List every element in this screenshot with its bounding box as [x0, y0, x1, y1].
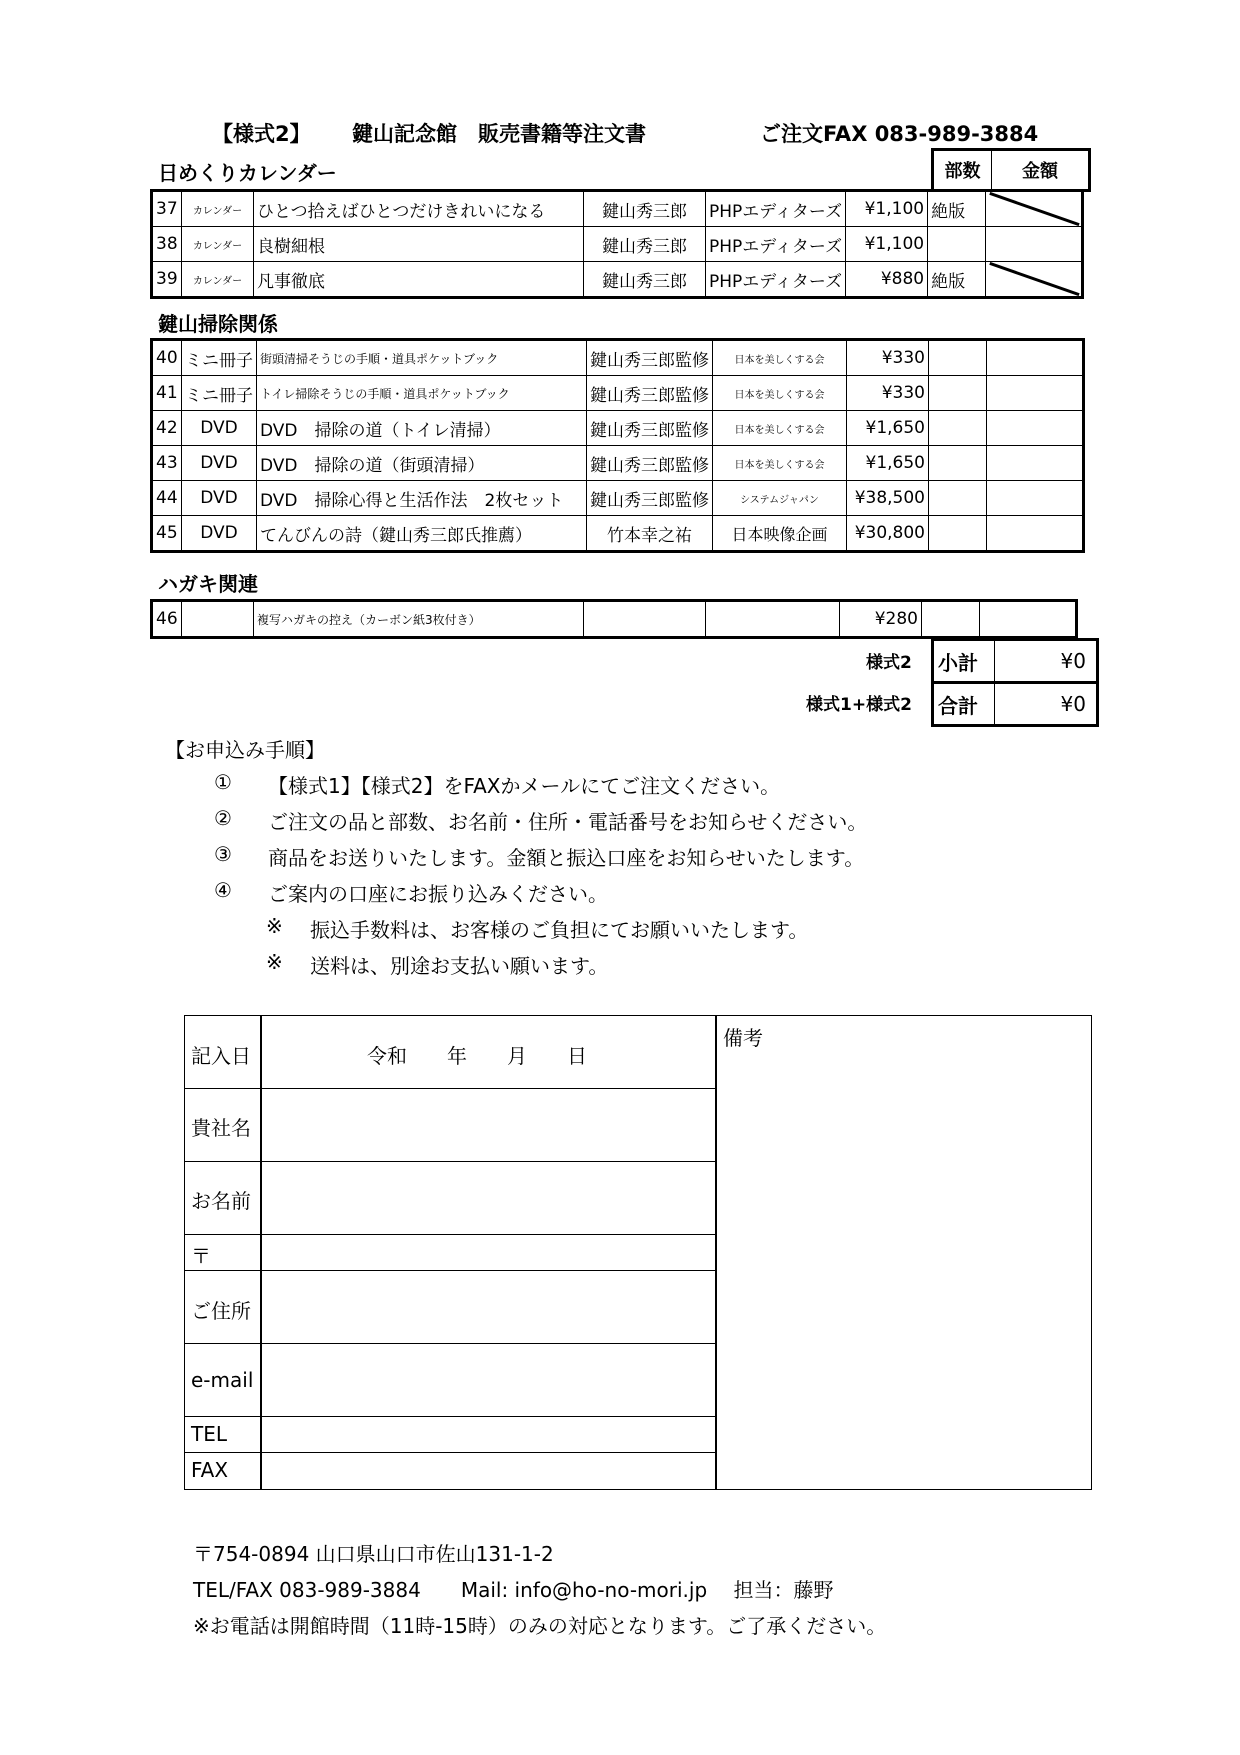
- item-price: ¥330: [847, 340, 929, 376]
- page-title: 鍵山記念館 販売書籍等注文書: [352, 122, 646, 146]
- postal-label: 〒: [191, 1244, 211, 1268]
- item-price: ¥880: [846, 262, 928, 298]
- item-price: ¥38,500: [847, 481, 929, 516]
- instructions-heading: 【お申込み手順】: [165, 738, 325, 762]
- item-author: 鍵山秀三郎監修: [587, 411, 713, 446]
- customer-form: [184, 1015, 1092, 1490]
- item-quantity[interactable]: [929, 516, 987, 552]
- item-category: カレンダー: [182, 191, 254, 227]
- item-amount[interactable]: [987, 481, 1084, 516]
- item-amount[interactable]: [987, 516, 1084, 552]
- item-quantity[interactable]: [929, 411, 987, 446]
- table-row: [152, 481, 1084, 516]
- item-title: 凡事徹底: [254, 262, 584, 298]
- step-text-2: ご注文の品と部数、お名前・住所・電話番号をお知らせください。: [268, 810, 868, 834]
- item-publisher: PHPエディターズ: [706, 191, 846, 227]
- item-amount[interactable]: [987, 411, 1084, 446]
- tel-label: TEL: [191, 1422, 227, 1446]
- item-title: DVD 掃除の道（街頭清掃）: [257, 446, 587, 481]
- item-amount[interactable]: [987, 340, 1084, 376]
- item-price: ¥330: [847, 376, 929, 411]
- item-author: 鍵山秀三郎監修: [587, 446, 713, 481]
- footer-address: 〒754-0894 山口県山口市佐山131-1-2: [193, 1542, 554, 1566]
- item-amount[interactable]: [987, 376, 1084, 411]
- table-row: [152, 340, 1084, 376]
- form-row-divider: [185, 1234, 715, 1235]
- fax-label: FAX: [191, 1458, 229, 1482]
- order-table-calendar: [150, 189, 1084, 299]
- item-title: てんびんの詩（鍵山秀三郎氏推薦）: [257, 516, 587, 552]
- item-title: トイレ掃除そうじの手順・道具ポケットブック: [257, 376, 587, 411]
- item-publisher: 日本を美しくする会: [713, 411, 847, 446]
- item-number: 39: [152, 262, 182, 298]
- order-table-cleaning: [150, 338, 1085, 553]
- section-title-postcard: ハガキ関連: [158, 572, 258, 596]
- section-title-calendar: 日めくりカレンダー: [158, 161, 337, 185]
- form-row-divider: [185, 1161, 715, 1162]
- email-field[interactable]: [262, 1345, 713, 1415]
- address-label: ご住所: [191, 1299, 251, 1323]
- item-publisher: [706, 601, 840, 638]
- item-author: 鍵山秀三郎: [584, 191, 706, 227]
- table-row: [152, 516, 1084, 552]
- item-number: 45: [152, 516, 182, 552]
- item-publisher: 日本を美しくする会: [713, 376, 847, 411]
- postal-field[interactable]: [262, 1236, 713, 1269]
- date-field[interactable]: 令和 年 月 日: [367, 1044, 587, 1068]
- item-title: 複写ハガキの控え（カーボン紙3枚付き）: [254, 601, 584, 638]
- item-quantity[interactable]: [929, 481, 987, 516]
- item-publisher: システムジャパン: [713, 481, 847, 516]
- page-header: [0, 118, 1240, 148]
- item-author: 鍵山秀三郎: [584, 262, 706, 298]
- item-price: ¥280: [840, 601, 922, 638]
- item-quantity[interactable]: [929, 446, 987, 481]
- item-category: DVD: [182, 481, 257, 516]
- table-row: [152, 411, 1084, 446]
- form-row-divider: [185, 1270, 715, 1271]
- item-publisher: 日本を美しくする会: [713, 446, 847, 481]
- total-box: [931, 681, 1099, 727]
- step-text-3: 商品をお送りいたします。金額と振込口座をお知らせいたします。: [268, 846, 865, 870]
- item-number: 44: [152, 481, 182, 516]
- item-number: 46: [152, 601, 182, 638]
- item-price: ¥1,650: [847, 411, 929, 446]
- form-row-divider: [185, 1416, 715, 1417]
- subtotal-value: ¥0: [995, 640, 1098, 683]
- section-title-cleaning: 鍵山掃除関係: [158, 312, 278, 336]
- item-title: DVD 掃除心得と生活作法 2枚セット: [257, 481, 587, 516]
- total-value: ¥0: [995, 683, 1098, 726]
- item-amount[interactable]: [987, 446, 1084, 481]
- step-mark-3: ③: [214, 842, 232, 866]
- column-header: [931, 148, 1091, 192]
- fax-field[interactable]: [262, 1454, 713, 1487]
- item-author: 鍵山秀三郎監修: [587, 340, 713, 376]
- item-quantity[interactable]: [928, 227, 986, 262]
- item-number: 40: [152, 340, 182, 376]
- name-field[interactable]: [262, 1163, 713, 1233]
- item-number: 43: [152, 446, 182, 481]
- subtotal-form-label: 様式2: [866, 653, 912, 673]
- item-price: ¥1,100: [846, 191, 928, 227]
- form-row-divider: [185, 1343, 715, 1344]
- item-category: [182, 601, 254, 638]
- table-row: [152, 601, 1077, 638]
- item-author: 鍵山秀三郎: [584, 227, 706, 262]
- step-text-1: 【様式1】【様式2】をFAXかメールにてご注文ください。: [268, 774, 781, 798]
- item-amount[interactable]: [980, 601, 1077, 638]
- item-category: カレンダー: [182, 262, 254, 298]
- subtotal-box: [931, 638, 1099, 684]
- item-author: [584, 601, 706, 638]
- soldout-slash: [986, 192, 1081, 226]
- item-price: ¥1,650: [847, 446, 929, 481]
- step-text-4: ご案内の口座にお振り込みください。: [268, 882, 608, 906]
- step-mark-4: ④: [214, 878, 232, 902]
- item-category: DVD: [182, 516, 257, 552]
- item-quantity[interactable]: 絶版: [928, 262, 986, 298]
- item-quantity[interactable]: 絶版: [928, 191, 986, 227]
- item-author: 鍵山秀三郎監修: [587, 481, 713, 516]
- item-title: DVD 掃除の道（トイレ清掃）: [257, 411, 587, 446]
- item-publisher: 日本を美しくする会: [713, 340, 847, 376]
- item-title: 良樹細根: [254, 227, 584, 262]
- item-publisher: PHPエディターズ: [706, 262, 846, 298]
- company-label: 貴社名: [191, 1116, 251, 1140]
- email-label: e-mail: [191, 1368, 254, 1392]
- item-author: 鍵山秀三郎監修: [587, 376, 713, 411]
- table-row: [152, 191, 1083, 227]
- name-label: お名前: [191, 1189, 251, 1213]
- table-row: [152, 376, 1084, 411]
- order-table-postcard: [150, 599, 1078, 639]
- item-price: ¥30,800: [847, 516, 929, 552]
- item-amount[interactable]: [986, 262, 1083, 298]
- item-category: ミニ冊子: [182, 340, 257, 376]
- company-field[interactable]: [262, 1090, 713, 1160]
- amount-header: 金額: [992, 150, 1090, 191]
- item-number: 38: [152, 227, 182, 262]
- item-author: 竹本幸之祐: [587, 516, 713, 552]
- address-field[interactable]: [262, 1272, 713, 1342]
- table-row: [152, 262, 1083, 298]
- table-row: [152, 227, 1083, 262]
- fax-number: ご注文FAX 083-989-3884: [760, 122, 1039, 146]
- footer-note: ※お電話は開館時間（11時-15時）のみの対応となります。ご了承ください。: [193, 1614, 887, 1638]
- item-title: ひとつ拾えばひとつだけきれいになる: [254, 191, 584, 227]
- note-text-2: 送料は、別途お支払い願います。: [310, 954, 609, 978]
- remarks-label: 備考: [723, 1026, 763, 1050]
- item-amount[interactable]: [986, 191, 1083, 227]
- item-quantity[interactable]: [929, 376, 987, 411]
- table-row: [152, 446, 1084, 481]
- item-category: カレンダー: [182, 227, 254, 262]
- item-number: 42: [152, 411, 182, 446]
- form-row-divider: [185, 1452, 715, 1453]
- item-number: 41: [152, 376, 182, 411]
- item-title: 街頭清掃そうじの手順・道具ポケットブック: [257, 340, 587, 376]
- item-category: ミニ冊子: [182, 376, 257, 411]
- form-row-divider: [185, 1088, 715, 1089]
- step-mark-2: ②: [214, 806, 232, 830]
- total-label: 合計: [933, 683, 995, 726]
- soldout-slash: [986, 262, 1081, 296]
- tel-field[interactable]: [262, 1418, 713, 1451]
- item-amount[interactable]: [986, 227, 1083, 262]
- date-label: 記入日: [191, 1044, 251, 1068]
- remarks-field[interactable]: [719, 1048, 1089, 1486]
- subtotal-label: 小計: [933, 640, 995, 683]
- item-publisher: PHPエディターズ: [706, 227, 846, 262]
- item-quantity[interactable]: [929, 340, 987, 376]
- step-mark-1: ①: [214, 770, 232, 794]
- item-publisher: 日本映像企画: [713, 516, 847, 552]
- total-form-label: 様式1+様式2: [806, 695, 912, 715]
- qty-header: 部数: [933, 150, 992, 191]
- note-mark-1: ※: [266, 914, 283, 938]
- item-price: ¥1,100: [846, 227, 928, 262]
- item-category: DVD: [182, 411, 257, 446]
- form-label: 【様式2】: [212, 122, 311, 146]
- item-category: DVD: [182, 446, 257, 481]
- form-remarks-divider: [715, 1016, 717, 1489]
- footer-contact: TEL/FAX 083-989-3884 Mail: info@ho-no-mori.jp 担当：藤野: [193, 1578, 834, 1602]
- note-text-1: 振込手数料は、お客様のご負担にてお願いいたします。: [310, 918, 809, 942]
- item-number: 37: [152, 191, 182, 227]
- note-mark-2: ※: [266, 950, 283, 974]
- item-quantity[interactable]: [922, 601, 980, 638]
